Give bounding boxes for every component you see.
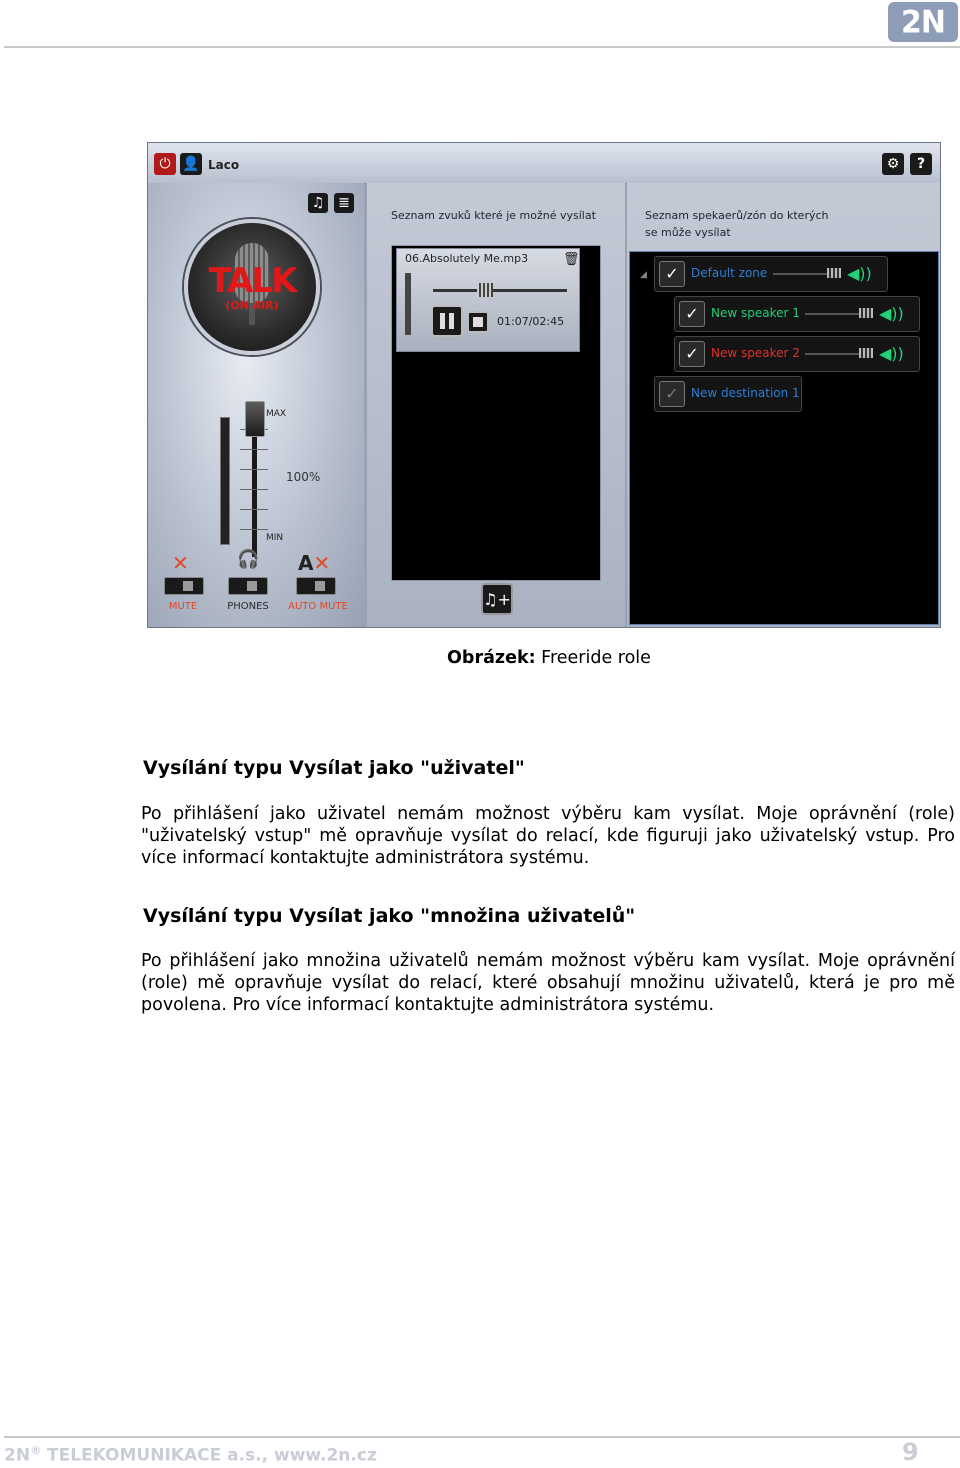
zone-item-default-zone[interactable] [654, 256, 888, 292]
playlist-icon[interactable]: ≣ [334, 193, 354, 213]
slider-tick [240, 449, 268, 450]
media-list[interactable] [391, 245, 601, 581]
speaker-icon[interactable]: ◀)) [847, 264, 872, 283]
on-air-label: (ON AIR) [225, 299, 279, 312]
zone-item-new-destination-1[interactable] [654, 376, 802, 412]
zone-name: New speaker 1 [711, 306, 800, 320]
section-body-user: Po přihlášení jako uživatel nemám možnost výběru kam vysílat. Moje oprávnění (role) "uživatelský vstup" mě opravňuje vysílat do relací, kde figuruji jako uživatelský vstup. Pro více informací kontaktujte administrátora systému. [141, 804, 955, 868]
footer-company [4, 1444, 377, 1466]
player-volume-slider[interactable] [405, 273, 411, 335]
power-icon[interactable]: ⏻ [154, 153, 176, 175]
speaker-icon[interactable]: ◀)) [879, 344, 904, 363]
media-panel [367, 183, 625, 627]
caption-label: Obrázek: [447, 648, 536, 668]
phones-toggle[interactable] [228, 577, 268, 595]
volume-slider-knob[interactable] [245, 401, 265, 437]
checkbox-icon[interactable]: ✓ [679, 341, 705, 367]
footer-company-text: TELEKOMUNIKACE a.s., www.2n.cz [41, 1445, 377, 1466]
footer-brand: 2N [4, 1445, 31, 1466]
slider-tick [240, 529, 268, 530]
media-player [396, 248, 580, 352]
help-icon[interactable]: ? [910, 153, 932, 175]
page-number: 9 [902, 1438, 919, 1466]
trash-icon[interactable]: 🗑 [563, 252, 580, 267]
pause-button[interactable] [431, 305, 463, 337]
zones-panel [627, 183, 940, 627]
music-note-icon[interactable]: ♫ [308, 193, 328, 213]
seek-bar[interactable] [433, 289, 567, 292]
auto-mute-icon: A✕ [298, 551, 331, 575]
track-name: 06.Absolutely Me.mp3 [405, 252, 529, 265]
username-label: Laco [208, 158, 240, 172]
section-heading-user-group: Vysílání typu Vysílat jako "množina uživatelů" [143, 905, 636, 927]
phones-label: PHONES [227, 601, 269, 612]
settings-icon[interactable]: ⚙ [882, 153, 904, 175]
user-icon[interactable]: 👤 [180, 153, 202, 175]
checkbox-icon[interactable]: ✓ [679, 301, 705, 327]
zones-panel-title [645, 207, 829, 241]
volume-max-label: MAX [266, 409, 287, 419]
company-logo: 2N [888, 2, 958, 42]
slider-tick [240, 469, 268, 470]
track-time: 01:07/02:45 [497, 315, 565, 328]
caption-text: Freeride role [535, 648, 651, 668]
figure-caption [0, 648, 960, 668]
zone-item-new-speaker-2[interactable] [674, 336, 920, 372]
collapse-caret-icon[interactable]: ◢ [640, 270, 647, 280]
zone-name: New speaker 2 [711, 346, 800, 360]
volume-percent: 100% [286, 470, 321, 484]
header-divider [4, 46, 960, 48]
mute-label: MUTE [168, 601, 198, 612]
title-bar [148, 143, 940, 184]
zone-name: Default zone [691, 266, 768, 280]
auto-mute-label: AUTO MUTE [288, 601, 348, 612]
zone-list [629, 251, 939, 625]
slider-tick [240, 509, 268, 510]
speaker-icon[interactable]: ◀)) [879, 304, 904, 323]
seek-knob[interactable] [477, 283, 493, 297]
footer-divider [4, 1436, 960, 1438]
media-panel-title: Seznam zvuků které je možné vysílat [391, 209, 596, 222]
zones-title-line1: Seznam spekaerů/zón do kterých [645, 209, 829, 222]
zone-volume-knob[interactable] [859, 308, 873, 318]
mute-icon: ✕ [172, 551, 189, 575]
slider-tick [240, 489, 268, 490]
talk-button[interactable] [184, 219, 320, 355]
level-meter [220, 417, 230, 545]
zone-name: New destination 1 [691, 386, 800, 400]
stop-button[interactable] [467, 311, 489, 333]
app-window [147, 142, 941, 628]
zones-title-line2: se může vysílat [645, 226, 731, 239]
registered-mark: ® [30, 1444, 42, 1457]
section-body-user-group: Po přihlášení jako množina uživatelů nemám možnost výběru kam vysílat. Moje oprávnění (role) mě opravňuje vysílat do relací, které obsahují množinu uživatelů, která je pro mě povolena. Pro více informací kontaktujte administrátora systému. [141, 951, 955, 1015]
section-heading-user: Vysílání typu Vysílat jako "uživatel" [143, 757, 525, 779]
headphones-icon: 🎧 [237, 549, 260, 570]
add-music-icon[interactable]: ♫+ [481, 583, 513, 615]
volume-min-label: MIN [266, 533, 284, 543]
checkbox-icon[interactable]: ✓ [659, 261, 685, 287]
checkbox-icon[interactable]: ✓ [659, 381, 685, 407]
zone-volume-knob[interactable] [827, 268, 841, 278]
talk-label: TALK [208, 261, 296, 301]
auto-mute-toggle[interactable] [296, 577, 336, 595]
zone-item-new-speaker-1[interactable] [674, 296, 920, 332]
mute-toggle[interactable] [164, 577, 204, 595]
zone-volume-knob[interactable] [859, 348, 873, 358]
broadcast-panel [148, 183, 364, 627]
